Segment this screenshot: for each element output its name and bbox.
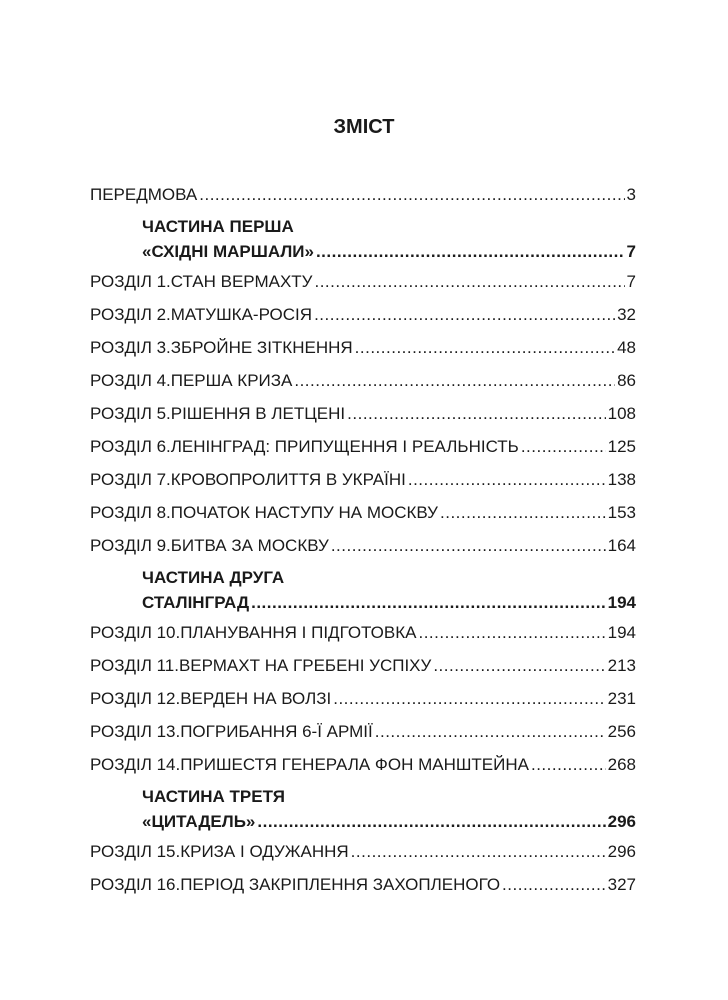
part-heading[interactable] <box>90 785 636 835</box>
entry-label: «СХІДНІ МАРШАЛИ» <box>142 242 314 261</box>
leader-dots <box>433 649 605 682</box>
page-number: 256 <box>607 722 636 741</box>
leader-dots <box>347 397 605 430</box>
entry-label: «ЦИТАДЕЛЬ» <box>142 812 256 831</box>
entry-label: РОЗДІЛ 13.ПОГРИБАННЯ 6-Ї АРМІЇ <box>90 722 373 741</box>
entry-label: СТАЛІНГРАД <box>142 593 250 612</box>
part-title: ЧАСТИНА ДРУГА <box>142 568 285 587</box>
toc-entry[interactable] <box>90 430 636 463</box>
leader-dots <box>331 529 606 562</box>
entry-label: РОЗДІЛ 6.ЛЕНІНГРАД: ПРИПУЩЕННЯ І РЕАЛЬНІСТЬ <box>90 437 519 456</box>
part-title: ЧАСТИНА ТРЕТЯ <box>142 787 285 806</box>
page-number: 194 <box>607 623 636 642</box>
toc-entry[interactable] <box>90 748 636 781</box>
toc-entry[interactable] <box>90 616 636 649</box>
toc-entry[interactable] <box>90 397 636 430</box>
leader-dots <box>531 748 606 781</box>
part-subtitle-row[interactable] <box>142 590 636 616</box>
page-number: 194 <box>607 593 636 612</box>
leader-dots <box>375 715 606 748</box>
leader-dots <box>251 590 606 616</box>
leader-dots <box>351 835 606 868</box>
leader-dots <box>314 265 624 298</box>
leader-dots <box>408 463 606 496</box>
part-subtitle-row[interactable] <box>142 809 636 835</box>
toc-entry[interactable] <box>90 649 636 682</box>
toc-entry[interactable] <box>90 682 636 715</box>
page-number: 86 <box>617 371 636 390</box>
part-subtitle-row[interactable] <box>142 239 636 265</box>
part-title: ЧАСТИНА ПЕРША <box>142 217 294 236</box>
page-title: ЗМІСТ <box>333 116 395 138</box>
entry-label: РОЗДІЛ 15.КРИЗА І ОДУЖАННЯ <box>90 842 349 861</box>
leader-dots <box>294 364 615 397</box>
entry-label: ПЕРЕДМОВА <box>90 185 198 204</box>
toc-entry[interactable] <box>90 529 636 562</box>
entry-label: РОЗДІЛ 9.БИТВА ЗА МОСКВУ <box>90 536 329 555</box>
toc-entry[interactable] <box>90 331 636 364</box>
page-number: 296 <box>607 842 636 861</box>
leader-dots <box>440 496 606 529</box>
toc-entry[interactable] <box>90 715 636 748</box>
entry-label: РОЗДІЛ 10.ПЛАНУВАННЯ І ПІДГОТОВКА <box>90 623 417 642</box>
page-number: 213 <box>607 656 636 675</box>
page-number: 138 <box>607 470 636 489</box>
leader-dots <box>199 178 624 211</box>
leader-dots <box>333 682 605 715</box>
page-number: 268 <box>607 755 636 774</box>
toc-entry[interactable] <box>90 364 636 397</box>
entry-label: РОЗДІЛ 8.ПОЧАТОК НАСТУПУ НА МОСКВУ <box>90 503 438 522</box>
page-number: 296 <box>607 812 636 831</box>
page-number: 153 <box>607 503 636 522</box>
page-number: 7 <box>626 242 636 261</box>
page-number: 108 <box>607 404 636 423</box>
leader-dots <box>257 809 605 835</box>
table-of-contents <box>90 178 636 901</box>
toc-entry[interactable] <box>90 298 636 331</box>
entry-label: РОЗДІЛ 14.ПРИШЕСТЯ ГЕНЕРАЛА ФОН МАНШТЕЙНА <box>90 755 529 774</box>
entry-label: РОЗДІЛ 5.РІШЕННЯ В ЛЕТЦЕНІ <box>90 404 346 423</box>
leader-dots <box>355 331 615 364</box>
entry-label: РОЗДІЛ 3.ЗБРОЙНЕ ЗІТКНЕННЯ <box>90 338 353 357</box>
page-number: 3 <box>626 185 636 204</box>
toc-entry[interactable] <box>90 178 636 211</box>
page-number: 231 <box>607 689 636 708</box>
leader-dots <box>314 298 615 331</box>
part-heading[interactable] <box>90 215 636 265</box>
leader-dots <box>502 868 606 901</box>
toc-entry[interactable] <box>90 868 636 901</box>
page-number: 32 <box>617 305 636 324</box>
page-number: 48 <box>617 338 636 357</box>
leader-dots <box>418 616 605 649</box>
page-number: 7 <box>626 272 636 291</box>
entry-label: РОЗДІЛ 12.ВЕРДЕН НА ВОЛЗІ <box>90 689 332 708</box>
leader-dots <box>521 430 606 463</box>
entry-label: РОЗДІЛ 7.КРОВОПРОЛИТТЯ В УКРАЇНІ <box>90 470 406 489</box>
leader-dots <box>316 239 625 265</box>
page-number: 327 <box>607 875 636 894</box>
entry-label: РОЗДІЛ 4.ПЕРША КРИЗА <box>90 371 293 390</box>
toc-entry[interactable] <box>90 835 636 868</box>
toc-entry[interactable] <box>90 463 636 496</box>
entry-label: РОЗДІЛ 2.МАТУШКА-РОСІЯ <box>90 305 313 324</box>
entry-label: РОЗДІЛ 11.ВЕРМАХТ НА ГРЕБЕНІ УСПІХУ <box>90 656 432 675</box>
entry-label: РОЗДІЛ 1.СТАН ВЕРМАХТУ <box>90 272 313 291</box>
part-heading[interactable] <box>90 566 636 616</box>
toc-entry[interactable] <box>90 496 636 529</box>
toc-entry[interactable] <box>90 265 636 298</box>
entry-label: РОЗДІЛ 16.ПЕРІОД ЗАКРІПЛЕННЯ ЗАХОПЛЕНОГО <box>90 875 501 894</box>
page-number: 164 <box>607 536 636 555</box>
page-number: 125 <box>607 437 636 456</box>
